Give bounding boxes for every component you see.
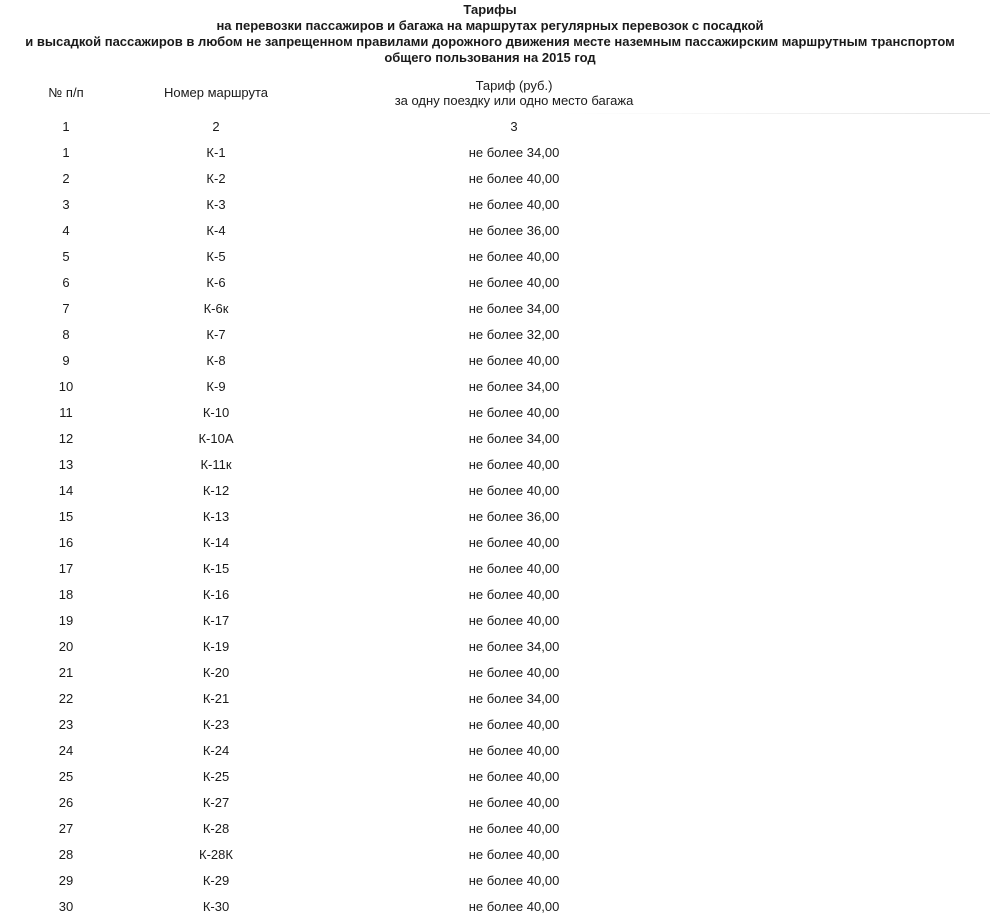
table-row — [0, 322, 992, 348]
title-line-3: и высадкой пассажиров в любом не запрещенном правилами дорожного движения месте наземным пассажирским маршрутным транспортом — [25, 34, 955, 49]
route-number: К-15 — [202, 561, 230, 576]
table-row — [0, 764, 992, 790]
header-route: Номер маршрута — [163, 85, 269, 100]
document-title — [0, 2, 980, 66]
row-number: 10 — [58, 379, 74, 394]
row-number: 19 — [58, 613, 74, 628]
table-row — [0, 400, 992, 426]
row-number: 18 — [58, 587, 74, 602]
route-number: К-19 — [202, 639, 230, 654]
row-number: 5 — [62, 249, 70, 264]
row-number: 3 — [62, 197, 70, 212]
row-number: 11 — [59, 405, 73, 420]
table-row — [0, 244, 992, 270]
row-number: 26 — [58, 795, 74, 810]
row-number: 21 — [58, 665, 74, 680]
route-number: К-16 — [202, 587, 230, 602]
title-line-2: на перевозки пассажиров и багажа на маршрутах регулярных перевозок с посадкой — [216, 18, 764, 33]
tariff-value: не более 40,00 — [468, 275, 560, 290]
route-number: К-12 — [202, 483, 230, 498]
tariff-value: не более 36,00 — [468, 509, 560, 524]
row-number: 25 — [58, 769, 74, 784]
column-numbers-row — [0, 114, 992, 140]
row-number: 4 — [62, 223, 70, 238]
tariff-value: не более 40,00 — [468, 717, 560, 732]
table-row — [0, 166, 992, 192]
table-row — [0, 738, 992, 764]
row-number: 6 — [62, 275, 70, 290]
table-row — [0, 712, 992, 738]
tariff-value: не более 40,00 — [468, 847, 560, 862]
table-row — [0, 634, 992, 660]
route-number: К-11к — [200, 457, 232, 472]
column-number-1: 1 — [62, 119, 70, 134]
route-number: К-25 — [202, 769, 230, 784]
tariff-value: не более 40,00 — [468, 535, 560, 550]
header-tariff-line-1: Тариф (руб.) — [475, 78, 553, 93]
tariff-value: не более 40,00 — [468, 249, 560, 264]
header-num: № п/п — [48, 85, 84, 100]
table-row — [0, 686, 992, 712]
table-row — [0, 816, 992, 842]
tariff-value: не более 34,00 — [468, 639, 560, 654]
route-number: К-14 — [202, 535, 230, 550]
row-number: 8 — [62, 327, 70, 342]
tariff-value: не более 40,00 — [468, 821, 560, 836]
row-number: 17 — [58, 561, 74, 576]
route-number: К-17 — [202, 613, 230, 628]
row-number: 14 — [58, 483, 74, 498]
column-number-2: 2 — [212, 119, 220, 134]
table-row — [0, 426, 992, 452]
row-number: 29 — [58, 873, 74, 888]
route-number: К-28К — [199, 847, 233, 862]
row-number: 20 — [58, 639, 74, 654]
table-row — [0, 504, 992, 530]
table-header — [0, 78, 992, 112]
route-number: К-13 — [202, 509, 230, 524]
tariff-value: не более 40,00 — [468, 665, 560, 680]
tariff-value: не более 40,00 — [468, 587, 560, 602]
tariff-value: не более 40,00 — [468, 899, 560, 914]
route-number: К-30 — [202, 899, 230, 914]
tariff-value: не более 40,00 — [468, 353, 560, 368]
row-number: 24 — [58, 743, 74, 758]
table-row — [0, 374, 992, 400]
route-number: К-9 — [206, 379, 226, 394]
table-row — [0, 556, 992, 582]
row-number: 27 — [58, 821, 74, 836]
tariff-value: не более 32,00 — [468, 327, 560, 342]
row-number: 28 — [58, 847, 74, 862]
table-row — [0, 660, 992, 686]
header-tariff — [395, 78, 634, 108]
tariff-value: не более 40,00 — [468, 769, 560, 784]
tariff-value: не более 40,00 — [468, 197, 560, 212]
route-number: К-6 — [206, 275, 226, 290]
tariff-value: не более 34,00 — [468, 691, 560, 706]
tariff-value: не более 34,00 — [468, 431, 560, 446]
title-line-4: общего пользования на 2015 год — [384, 50, 596, 65]
table-row — [0, 218, 992, 244]
table-row — [0, 582, 992, 608]
row-number: 13 — [58, 457, 74, 472]
row-number: 15 — [58, 509, 74, 524]
tariff-value: не более 34,00 — [468, 379, 560, 394]
table-row — [0, 348, 992, 374]
row-number: 30 — [58, 899, 74, 914]
table-row — [0, 842, 992, 868]
tariff-value: не более 40,00 — [468, 613, 560, 628]
tariff-value: не более 40,00 — [468, 795, 560, 810]
table-row — [0, 478, 992, 504]
tariff-value: не более 34,00 — [468, 301, 560, 316]
row-number: 22 — [58, 691, 74, 706]
table-row — [0, 452, 992, 478]
table-row — [0, 790, 992, 816]
route-number: К-4 — [206, 223, 226, 238]
route-number: К-29 — [202, 873, 230, 888]
table-row — [0, 140, 992, 166]
tariff-value: не более 40,00 — [468, 457, 560, 472]
tariff-value: не более 40,00 — [468, 743, 560, 758]
route-number: К-21 — [202, 691, 230, 706]
route-number: К-10А — [198, 431, 234, 446]
row-number: 2 — [62, 171, 70, 186]
table-row — [0, 296, 992, 322]
route-number: К-6к — [203, 301, 229, 316]
table-row — [0, 270, 992, 296]
route-number: К-5 — [206, 249, 226, 264]
route-number: К-7 — [206, 327, 226, 342]
tariff-value: не более 40,00 — [468, 405, 560, 420]
column-number-3: 3 — [510, 119, 518, 134]
row-number: 16 — [58, 535, 74, 550]
route-number: К-27 — [202, 795, 230, 810]
table-row — [0, 868, 992, 894]
row-number: 23 — [58, 717, 74, 732]
route-number: К-3 — [206, 197, 226, 212]
route-number: К-1 — [206, 145, 226, 160]
route-number: К-23 — [202, 717, 230, 732]
table-row — [0, 894, 992, 920]
route-number: К-28 — [202, 821, 230, 836]
row-number: 7 — [62, 301, 70, 316]
route-number: К-2 — [206, 171, 226, 186]
table-body — [0, 114, 992, 920]
tariff-value: не более 34,00 — [468, 145, 560, 160]
row-number: 12 — [58, 431, 74, 446]
route-number: К-20 — [202, 665, 230, 680]
tariff-value: не более 40,00 — [468, 873, 560, 888]
tariff-value: не более 36,00 — [468, 223, 560, 238]
tariff-value: не более 40,00 — [468, 483, 560, 498]
row-number: 9 — [62, 353, 70, 368]
route-number: К-10 — [202, 405, 230, 420]
header-tariff-line-2: за одну поездку или одно место багажа — [394, 93, 634, 108]
route-number: К-24 — [202, 743, 230, 758]
table-row — [0, 192, 992, 218]
route-number: К-8 — [206, 353, 226, 368]
tariff-value: не более 40,00 — [468, 171, 560, 186]
table-row — [0, 530, 992, 556]
row-number: 1 — [62, 145, 70, 160]
table-row — [0, 608, 992, 634]
tariff-value: не более 40,00 — [468, 561, 560, 576]
title-line-1: Тарифы — [463, 2, 517, 17]
